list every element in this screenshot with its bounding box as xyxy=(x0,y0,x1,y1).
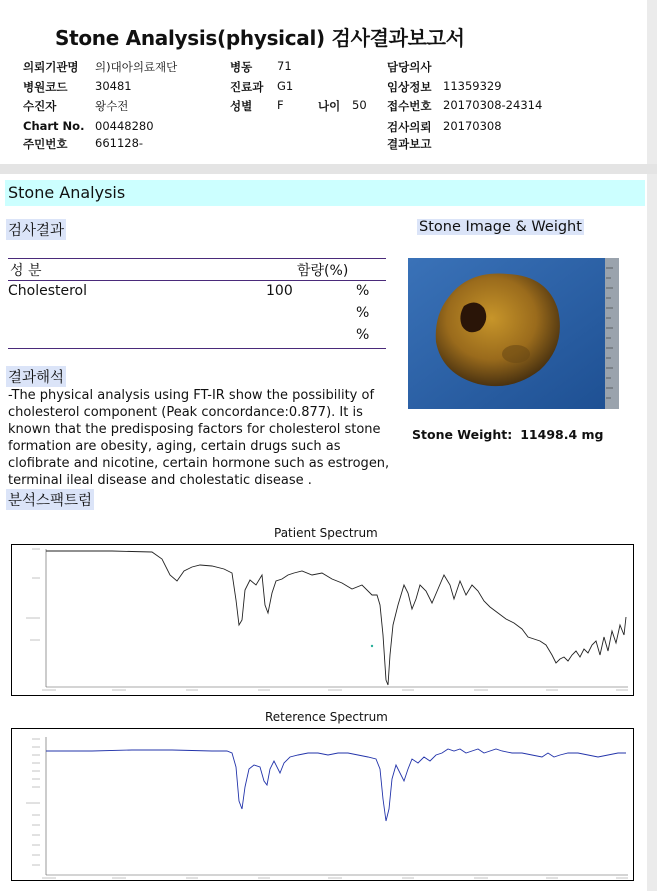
examinee-value: 왕수전 xyxy=(95,99,129,113)
stone-analysis-title: Stone Analysis xyxy=(8,183,126,202)
stone-analysis-band xyxy=(5,180,645,206)
receipt-label: 접수번호 xyxy=(387,99,432,113)
stone-weight-value: 11498.4 mg xyxy=(520,427,604,442)
row-1-value: 100 xyxy=(266,283,293,299)
stone-weight-label: Stone Weight: xyxy=(412,427,513,442)
row-1-component: Cholesterol xyxy=(8,283,88,299)
ward-value: 71 xyxy=(277,59,292,73)
reference-spectrum-plot xyxy=(11,728,634,881)
row-3-unit: % xyxy=(356,327,370,343)
stone-photo xyxy=(408,258,619,409)
institution-value: 의)대아의료재단 xyxy=(95,60,178,74)
request-value: 20170308 xyxy=(443,119,502,133)
interpretation-text: -The physical analysis using FT-IR show the possibility of cholesterol component (Peak concordance:0.877). It is known that the predisposing factors for cholesterol stone formation are obesity, aging, certain drugs such as clofibrate and nicotine, certain hormone such as estrogen, terminal ileal disease and cholestatic disease . xyxy=(8,388,390,488)
report-date-label: 결과보고 xyxy=(387,137,432,151)
row-2-unit: % xyxy=(356,305,370,321)
patient-spectrum-title: Patient Spectrum xyxy=(274,526,378,540)
col-component-header: 성 분 xyxy=(10,263,42,279)
row-1-unit: % xyxy=(356,283,370,299)
ward-label: 병동 xyxy=(230,60,253,74)
chart-no-value: 00448280 xyxy=(95,119,154,133)
id-label: 주민번호 xyxy=(23,137,68,151)
department-value: G1 xyxy=(277,79,294,93)
hospital-code-label: 병원코드 xyxy=(23,80,68,94)
reference-spectrum-title: Reterence Spectrum xyxy=(265,710,388,724)
receipt-value: 20170308-24314 xyxy=(443,98,543,112)
clinical-info-label: 임상정보 xyxy=(387,80,432,94)
clinical-info-value: 11359329 xyxy=(443,79,502,93)
department-label: 진료과 xyxy=(230,80,264,94)
table-header-rule xyxy=(8,280,386,281)
institution-label: 의뢰기관명 xyxy=(23,60,79,74)
stone-weight xyxy=(412,427,604,442)
examinee-label: 수진자 xyxy=(23,99,57,113)
table-top-rule xyxy=(8,258,386,259)
patient-spectrum-line xyxy=(46,551,626,685)
request-label: 검사의뢰 xyxy=(387,120,432,134)
chart-no-label: Chart No. xyxy=(23,119,85,133)
age-value: 50 xyxy=(352,98,367,112)
result-section-title: 검사결과 xyxy=(6,219,66,240)
spectrum-section-title: 분석스팩트럼 xyxy=(6,489,94,510)
image-section-title: Stone Image & Weight xyxy=(419,219,582,235)
col-content-header: 함량(%) xyxy=(297,263,349,279)
report-title: Stone Analysis(physical) 검사결과보고서 xyxy=(55,26,465,50)
page-divider xyxy=(0,164,657,174)
age-label: 나이 xyxy=(318,99,341,113)
sex-value: F xyxy=(277,98,284,112)
interpretation-section-title: 결과해석 xyxy=(6,366,66,387)
id-value: 661128- xyxy=(95,136,144,150)
table-bottom-rule xyxy=(8,348,386,349)
hospital-code-value: 30481 xyxy=(95,79,132,93)
patient-spectrum-plot xyxy=(11,544,634,696)
sex-label: 성별 xyxy=(230,99,253,113)
doctor-label: 담당의사 xyxy=(387,60,432,74)
reference-spectrum-line xyxy=(46,749,626,821)
